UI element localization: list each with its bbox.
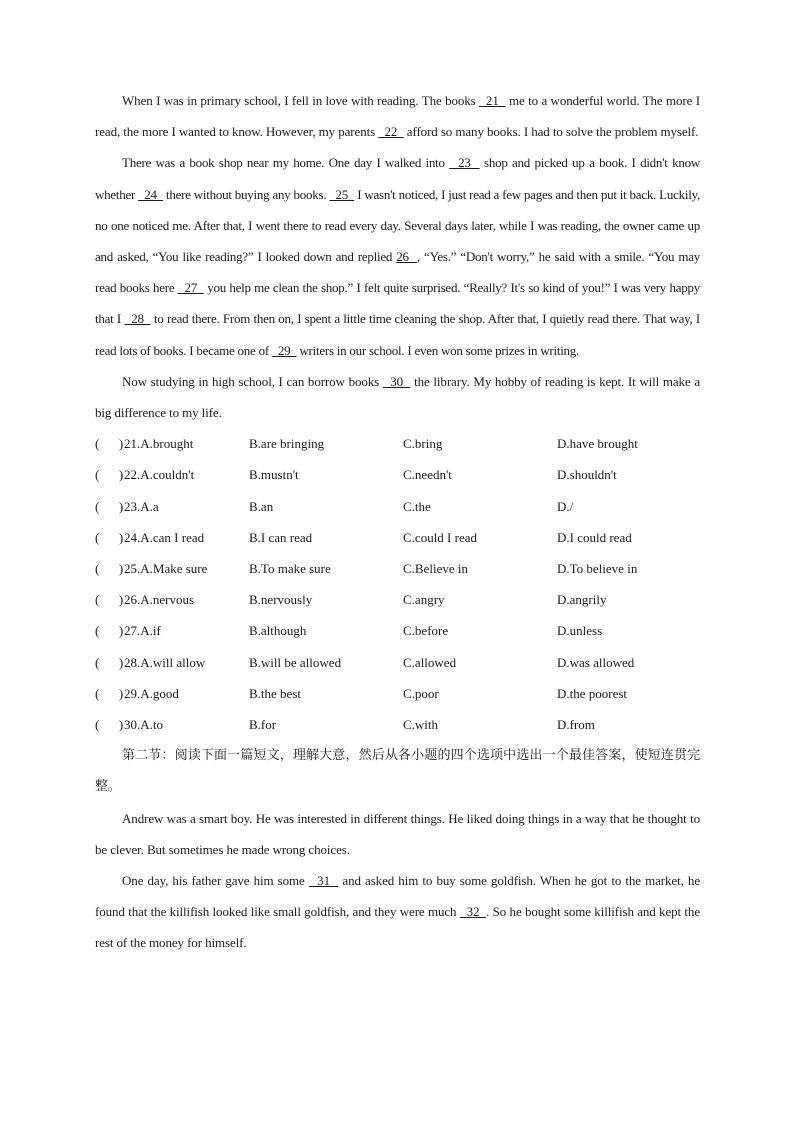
question-row xyxy=(95,709,700,740)
blank-28: 28 xyxy=(124,311,151,327)
option-c: C.needn't xyxy=(403,467,452,483)
question-row xyxy=(95,459,700,490)
blank-30: 30 xyxy=(382,373,411,389)
option-d: D.unless xyxy=(557,623,603,639)
blank-21: 21 xyxy=(479,93,506,108)
blank-25: 25 xyxy=(329,186,355,202)
answer-paren: ( ) xyxy=(95,716,124,732)
text-span: Now studying in high school, I can borrow books xyxy=(122,373,383,389)
answer-paren: ( ) xyxy=(95,654,124,670)
option-d: D.was allowed xyxy=(557,654,635,670)
option-c: C.bring xyxy=(403,436,443,452)
option-a: 26.A.nervous xyxy=(124,592,195,608)
blank-22: 22 xyxy=(378,124,404,140)
worksheet-page xyxy=(95,85,700,959)
question-row xyxy=(95,491,700,522)
option-d: D.angrily xyxy=(557,592,607,608)
text-span: me to a wonderful world. The more I read, the more I wanted to know. However, my parents xyxy=(95,93,700,140)
option-c: C.with xyxy=(403,716,439,732)
option-a: 29.A.good xyxy=(124,685,179,701)
text-span: When I was in primary school, I fell in love with reading. The books xyxy=(122,93,480,108)
option-b: B.I can read xyxy=(249,529,313,545)
option-d: D.shouldn't xyxy=(557,467,617,483)
option-b: B.the best xyxy=(249,685,301,701)
option-c: C.could I read xyxy=(403,529,478,545)
option-a: 21.A.brought xyxy=(124,436,194,452)
text-span: , “Yes.” “Don't worry,” he said with a smile. “You may read books here xyxy=(95,249,701,296)
question-row xyxy=(95,428,700,459)
passage2-paragraph-1: Andrew was a smart boy. He was interested in different things. He liked doing things in a way that he thought to be clever. But sometimes he made wrong choices. xyxy=(95,810,700,857)
text-span: afford so many books. I had to solve the problem myself. xyxy=(403,124,699,140)
option-c: C.Believe in xyxy=(403,560,468,576)
question-row xyxy=(95,678,700,709)
option-b: B.To make sure xyxy=(249,560,331,576)
option-d: D.have brought xyxy=(557,436,638,452)
option-a: 30.A.to xyxy=(124,716,163,732)
text-span: and asked him to buy some goldfish. When he got to the market, he found that the killifish looked like small goldfish, and they were much xyxy=(95,872,700,920)
option-c: C.the xyxy=(403,498,431,514)
text-span: to read there. From then on, I spent a little time cleaning the shop. After that, I quietly read there. That way, I read lots of books. I became one of xyxy=(95,311,701,358)
option-b: B.mustn't xyxy=(249,467,299,483)
answer-paren: ( ) xyxy=(95,685,124,701)
blank-31: 31 xyxy=(308,872,339,888)
question-list xyxy=(95,428,700,740)
text-span: writers in our school. I even won some prizes in writing. xyxy=(296,342,580,358)
option-b: B.will be allowed xyxy=(249,654,342,670)
option-c: C.poor xyxy=(403,685,439,701)
text-span: the library. My hobby of reading is kept. It will make a big difference to my life. xyxy=(95,373,700,421)
answer-paren: ( ) xyxy=(95,560,124,576)
blank-32: 32 xyxy=(459,904,487,920)
option-d: D.from xyxy=(557,716,595,732)
option-c: C.before xyxy=(403,623,449,639)
option-b: B.for xyxy=(249,716,277,732)
option-c: C.allowed xyxy=(403,654,457,670)
option-b: B.are bringing xyxy=(249,436,325,452)
option-d: D.I could read xyxy=(557,529,632,545)
question-row xyxy=(95,522,700,553)
question-row xyxy=(95,584,700,615)
blank-26: 26 xyxy=(396,249,417,265)
passage2-paragraph-2 xyxy=(95,865,700,959)
option-a: 27.A.if xyxy=(124,623,161,639)
question-row xyxy=(95,553,700,584)
answer-paren: ( ) xyxy=(95,467,124,483)
question-row xyxy=(95,647,700,678)
blank-27: 27 xyxy=(177,280,204,296)
text-span: I wasn't noticed, I just read a few pages and then put it back. Luckily, no one noticed me. After that, I went there to read every day. Several days later, while I was reading, the owner came up and asked, “You like reading?” I looked down and replied xyxy=(95,186,700,265)
answer-paren: ( ) xyxy=(95,592,124,608)
question-row xyxy=(95,615,700,646)
passage1-paragraph-2 xyxy=(95,147,700,365)
text-span: you help me clean the shop.” I felt quite surprised. “Really? It's so kind of you!” I was very happy that I xyxy=(95,280,700,327)
text-span: There was a book shop near my home. One day I walked into xyxy=(122,155,450,171)
blank-29: 29 xyxy=(271,342,297,358)
answer-paren: ( ) xyxy=(95,498,124,514)
option-b: B.an xyxy=(249,498,274,514)
section-2-instructions: 第二节：阅读下面一篇短文，理解大意，然后从各小题的四个选项中选出一个最佳答案，使短连贯完整。 xyxy=(95,748,700,795)
passage1-paragraph-3 xyxy=(95,366,700,428)
option-a: 22.A.couldn't xyxy=(124,467,195,483)
passage1-paragraph-1 xyxy=(95,85,700,147)
option-d: D.To believe in xyxy=(557,560,638,576)
answer-paren: ( ) xyxy=(95,436,124,452)
text-span: One day, his father gave him some xyxy=(122,872,309,888)
option-c: C.angry xyxy=(403,592,445,608)
option-d: D./ xyxy=(557,498,574,514)
blank-24: 24 xyxy=(138,186,163,202)
answer-paren: ( ) xyxy=(95,623,124,639)
option-a: 23.A.a xyxy=(124,498,159,514)
option-b: B.nervously xyxy=(249,592,313,608)
option-a: 24.A.can I read xyxy=(124,529,205,545)
text-span: shop and picked up a book. I didn't know whether xyxy=(95,155,700,202)
text-span: . So he bought some killifish and kept the rest of the money for himself. xyxy=(95,904,700,951)
option-b: B.although xyxy=(249,623,307,639)
text-span: there without buying any books. xyxy=(162,186,330,202)
answer-paren: ( ) xyxy=(95,529,124,545)
option-a: 28.A.will allow xyxy=(124,654,206,670)
option-a: 25.A.Make sure xyxy=(124,560,208,576)
option-d: D.the poorest xyxy=(557,685,628,701)
blank-23: 23 xyxy=(449,155,480,171)
